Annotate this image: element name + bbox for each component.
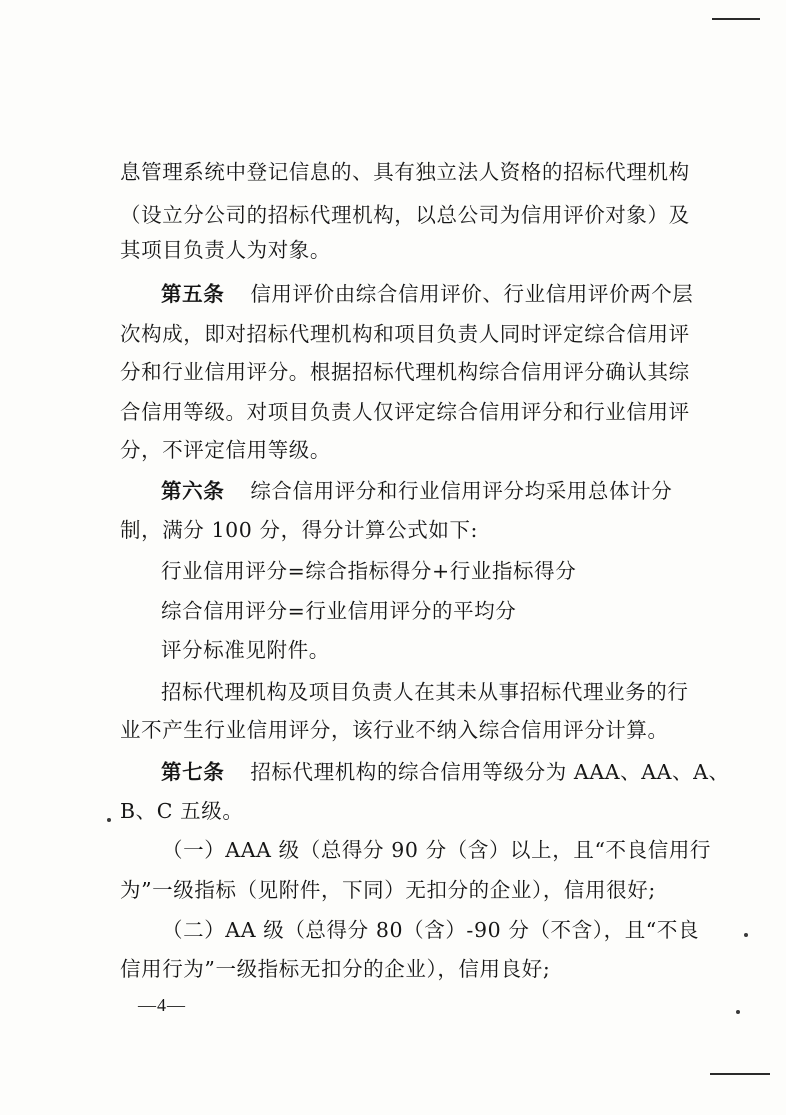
body-line: 制，满分 100 分，得分计算公式如下: [120, 518, 479, 542]
body-line: 合信用等级。对项目负责人仅评定综合信用评分和行业信用评 [120, 400, 690, 424]
bottom-edge-mark [710, 1073, 770, 1075]
body-line: 次构成，即对招标代理机构和项目负责人同时评定综合信用评 [120, 322, 690, 346]
body-line: B、C 五级。 [120, 799, 244, 823]
scan-speck [744, 933, 748, 937]
formula-line: 综合信用评分=行业信用评分的平均分 [161, 599, 517, 623]
article-6-line: 第六条 综合信用评分和行业信用评分均采用总体计分 [161, 479, 673, 503]
scan-speck [736, 1010, 740, 1014]
article-heading: 第六条 [161, 479, 225, 503]
body-line: 业不产生行业信用评分，该行业不纳入综合信用评分计算。 [120, 718, 669, 742]
article-5-line: 第五条 信用评价由综合信用评价、行业信用评价两个层 [161, 282, 694, 306]
body-line: 评分标准见附件。 [161, 638, 330, 662]
body-line: 招标代理机构及项目负责人在其未从事招标代理业务的行 [161, 680, 689, 704]
body-line: 息管理系统中登记信息的、具有独立法人资格的招标代理机构 [120, 160, 690, 184]
article-7-line: 第七条 招标代理机构的综合信用等级分为 AAA、AA、A、 [161, 760, 730, 784]
body-line: 其项目负责人为对象。 [120, 238, 331, 262]
body-line: 信用行为”一级指标无扣分的企业），信用良好; [120, 957, 551, 981]
top-edge-mark [712, 18, 760, 20]
grade-item: （二）AA 级（总得分 80（含）-90 分（不含），且“不良 [162, 918, 700, 942]
body-line: 分和行业信用评分。根据招标代理机构综合信用评分确认其综 [120, 360, 690, 384]
scan-speck [107, 818, 111, 822]
article-heading: 第七条 [161, 760, 225, 784]
body-line: （设立分公司的招标代理机构，以总公司为信用评价对象）及 [120, 203, 690, 227]
article-heading: 第五条 [161, 282, 225, 306]
formula-line: 行业信用评分=综合指标得分+行业指标得分 [161, 559, 577, 583]
body-line: 为”一级指标（见附件，下同）无扣分的企业），信用很好; [120, 878, 656, 902]
body-line: 分，不评定信用等级。 [120, 438, 331, 462]
page-number: —4— [138, 995, 186, 1015]
grade-item: （一）AAA 级（总得分 90 分（含）以上，且“不良信用行 [162, 838, 712, 862]
